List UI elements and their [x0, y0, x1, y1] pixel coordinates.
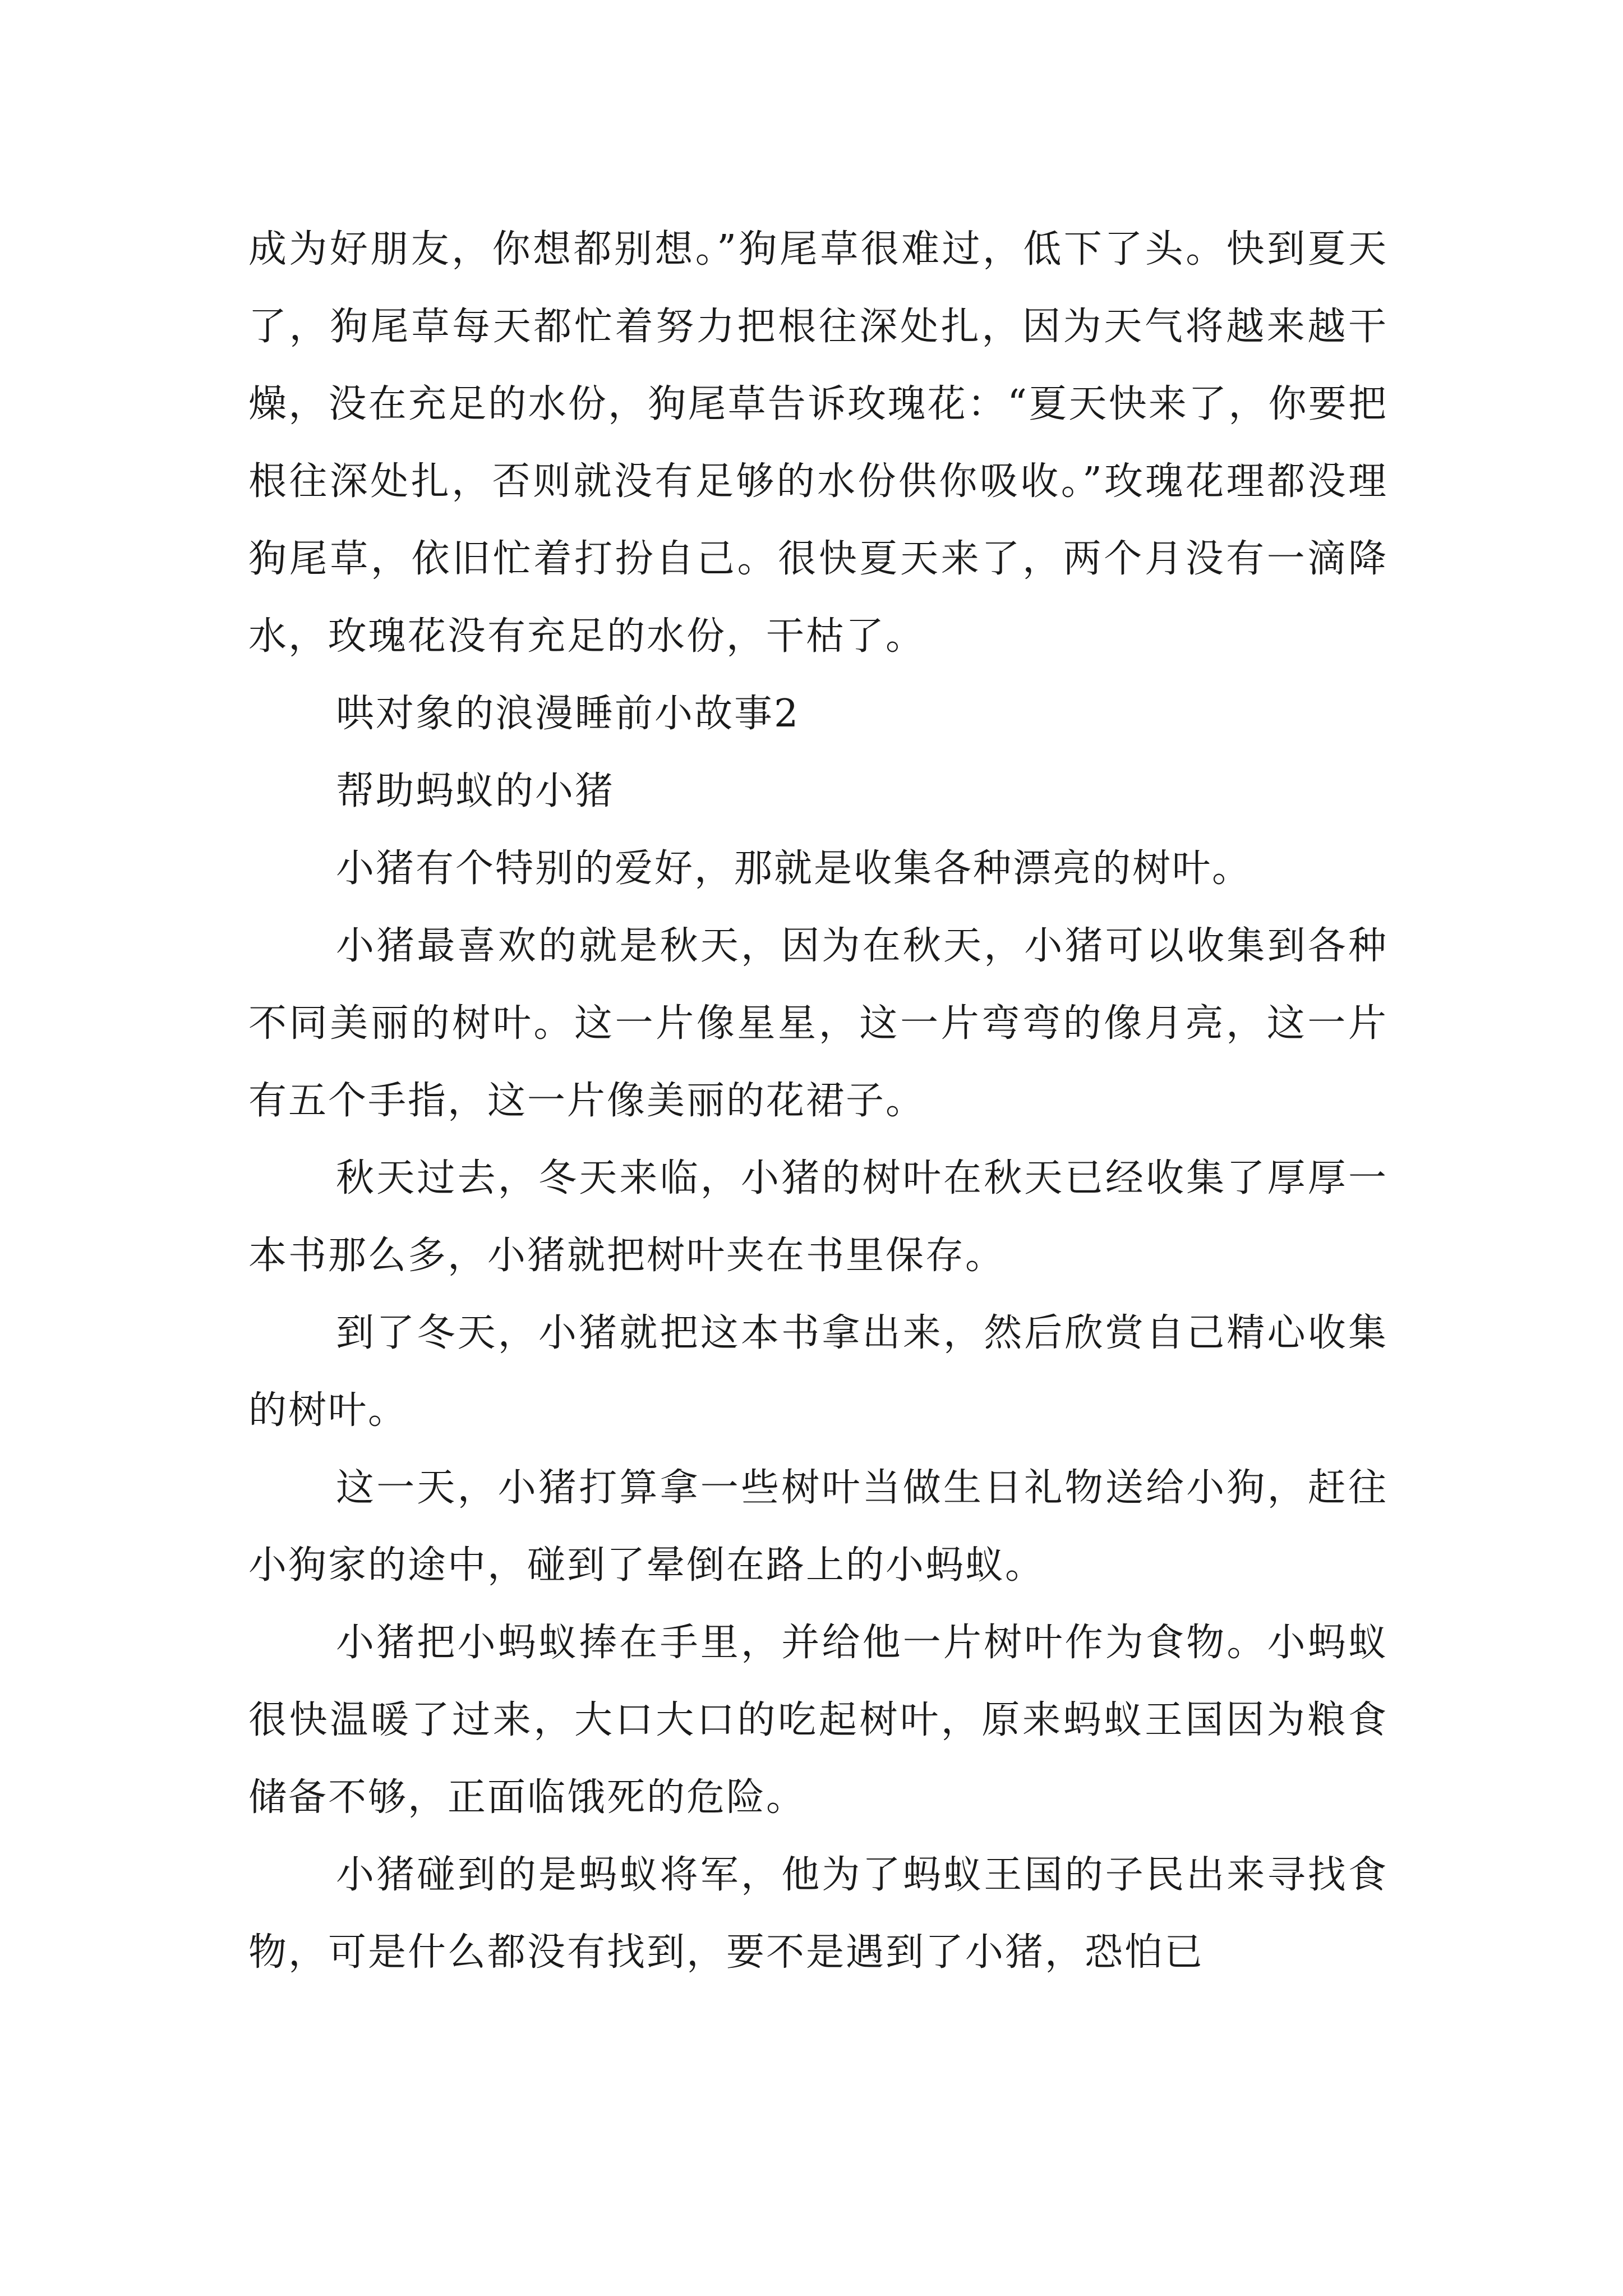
paragraph: 小猪碰到的是蚂蚁将军，他为了蚂蚁王国的子民出来寻找食物，可是什么都没有找到，要不是遇到了小猪，恐怕已 [248, 1853, 1388, 1975]
paragraph: 这一天，小猪打算拿一些树叶当做生日礼物送给小狗，赶往小狗家的途中，碰到了晕倒在路上的小蚂蚁。 [248, 1466, 1388, 1588]
story-heading: 哄对象的浪漫睡前小故事2 [336, 692, 800, 736]
paragraph: 到了冬天，小猪就把这本书拿出来，然后欣赏自己精心收集的树叶。 [248, 1311, 1388, 1433]
story-title: 帮助蚂蚁的小猪 [336, 769, 615, 813]
document-body [248, 211, 1388, 1991]
paragraph: 小猪最喜欢的就是秋天，因为在秋天，小猪可以收集到各种不同美丽的树叶。这一片像星星，这一片弯弯的像月亮，这一片有五个手指，这一片像美丽的花裙子。 [248, 924, 1388, 1123]
paragraph: 秋天过去，冬天来临，小猪的树叶在秋天已经收集了厚厚一本书那么多，小猪就把树叶夹在书里保存。 [248, 1156, 1388, 1278]
paragraph: 小猪把小蚂蚁捧在手里，并给他一片树叶作为食物。小蚂蚁很快温暖了过来，大口大口的吃起树叶，原来蚂蚁王国因为粮食储备不够，正面临饿死的危险。 [248, 1621, 1388, 1820]
paragraph-continuation: 成为好朋友，你想都别想。”狗尾草很难过，低下了头。快到夏天了，狗尾草每天都忙着努力把根往深处扎，因为天气将越来越干燥，没在充足的水份，狗尾草告诉玫瑰花：“夏天快来了，你要把根往深处扎，否则就没有足够的水份供你吸收。”玫瑰花理都没理狗尾草，依旧忙着打扮自己。很快夏天来了，两个月没有一滴降水，玫瑰花没有充足的水份，干枯了。 [248, 227, 1388, 659]
paragraph: 小猪有个特别的爱好，那就是收集各种漂亮的树叶。 [336, 846, 1252, 891]
